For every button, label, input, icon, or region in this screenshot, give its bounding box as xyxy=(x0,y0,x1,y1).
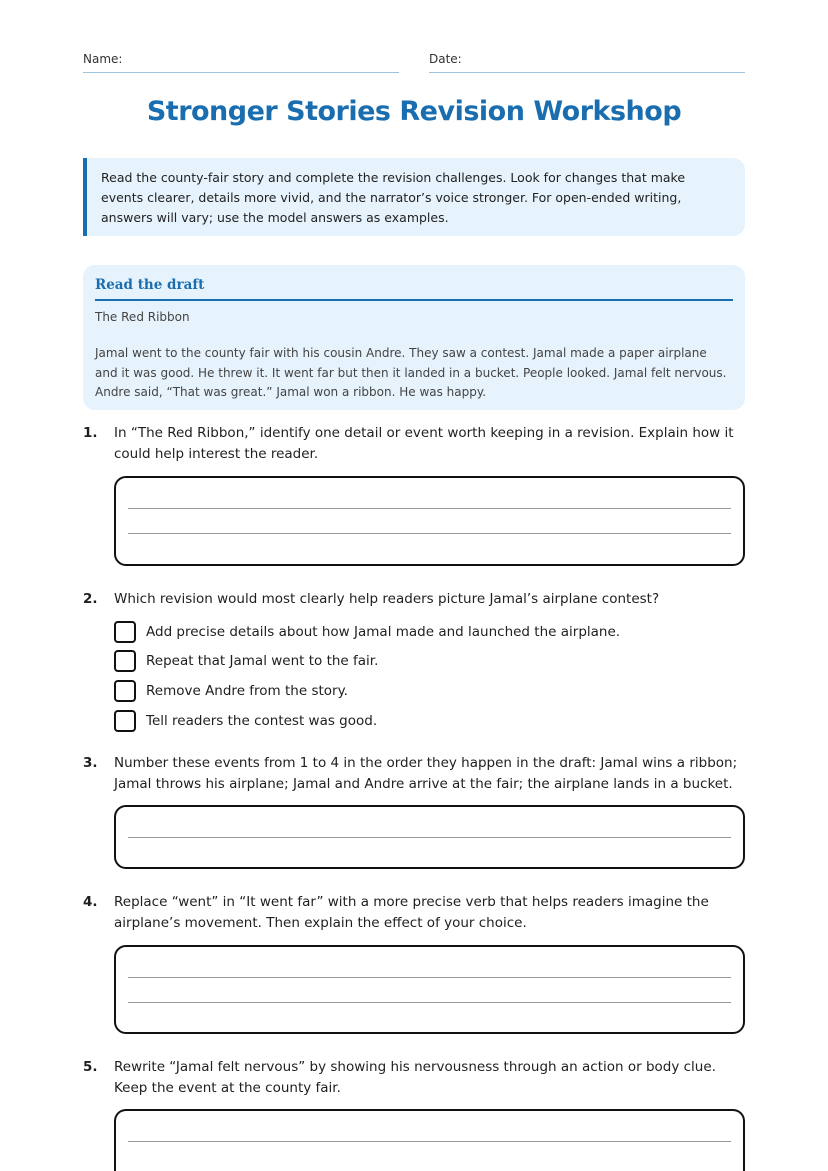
date-field[interactable] xyxy=(429,52,745,73)
draft-panel xyxy=(83,265,745,410)
answer-box-5[interactable] xyxy=(114,1109,745,1171)
name-field[interactable] xyxy=(83,52,399,73)
option-label: Add precise details about how Jamal made and launched the airplane. xyxy=(146,624,621,640)
answer-box-1[interactable] xyxy=(114,476,745,566)
instructions-box: Read the county-fair story and complete the revision challenges. Look for changes that make events clearer, details more vivid, and the narrator’s voice stronger. For open-ended writing, answers will vary; use the model answers as examples. xyxy=(83,158,745,236)
question-number: 3. xyxy=(83,755,98,771)
checkbox[interactable] xyxy=(114,680,136,702)
option-label: Repeat that Jamal went to the fair. xyxy=(146,653,379,669)
writing-line xyxy=(128,508,731,509)
question-number: 5. xyxy=(83,1059,98,1075)
writing-line xyxy=(128,533,731,534)
answer-box-4[interactable] xyxy=(114,945,745,1034)
question-number: 2. xyxy=(83,591,98,607)
question-text: Replace “went” in “It went far” with a more precise verb that helps readers imagine the airplane’s movement. Then explain the effect of your choice. xyxy=(114,894,709,931)
story-title: The Red Ribbon xyxy=(95,310,190,324)
page-title: Stronger Stories Revision Workshop xyxy=(146,96,682,127)
question-text: Number these events from 1 to 4 in the order they happen in the draft: Jamal wins a ribbon; Jamal throws his airplane; Jamal and Andre arrive at the fair; the airplane lands in a bucket. xyxy=(114,755,738,792)
checkbox[interactable] xyxy=(114,621,136,643)
writing-line xyxy=(128,1141,731,1142)
writing-line xyxy=(128,1002,731,1003)
option-label: Remove Andre from the story. xyxy=(146,683,348,699)
checkbox[interactable] xyxy=(114,710,136,732)
name-label: Name: xyxy=(83,52,123,66)
question-text: Rewrite “Jamal felt nervous” by showing his nervousness through an action or body clue. Keep the event at the county fair. xyxy=(114,1059,716,1096)
question-text: Which revision would most clearly help readers picture Jamal’s airplane contest? xyxy=(114,591,660,607)
question-text: In “The Red Ribbon,” identify one detail or event worth keeping in a revision. Explain how it could help interest the reader. xyxy=(114,425,734,462)
question-number: 4. xyxy=(83,894,98,910)
answer-box-3[interactable] xyxy=(114,805,745,869)
writing-line xyxy=(128,837,731,838)
header-fields xyxy=(83,52,745,74)
question-number: 1. xyxy=(83,425,98,441)
date-label: Date: xyxy=(429,52,462,66)
checkbox[interactable] xyxy=(114,650,136,672)
writing-line xyxy=(128,977,731,978)
story-text: Jamal went to the county fair with his cousin Andre. They saw a contest. Jamal made a paper airplane and it was good. He threw it. It went far but then it landed in a bucket. People looked. Jamal felt nervous. Andre said, “That was great.” Jamal won a ribbon. He was happy. xyxy=(95,346,727,399)
draft-heading: Read the draft xyxy=(95,277,733,301)
option-label: Tell readers the contest was good. xyxy=(146,713,378,729)
